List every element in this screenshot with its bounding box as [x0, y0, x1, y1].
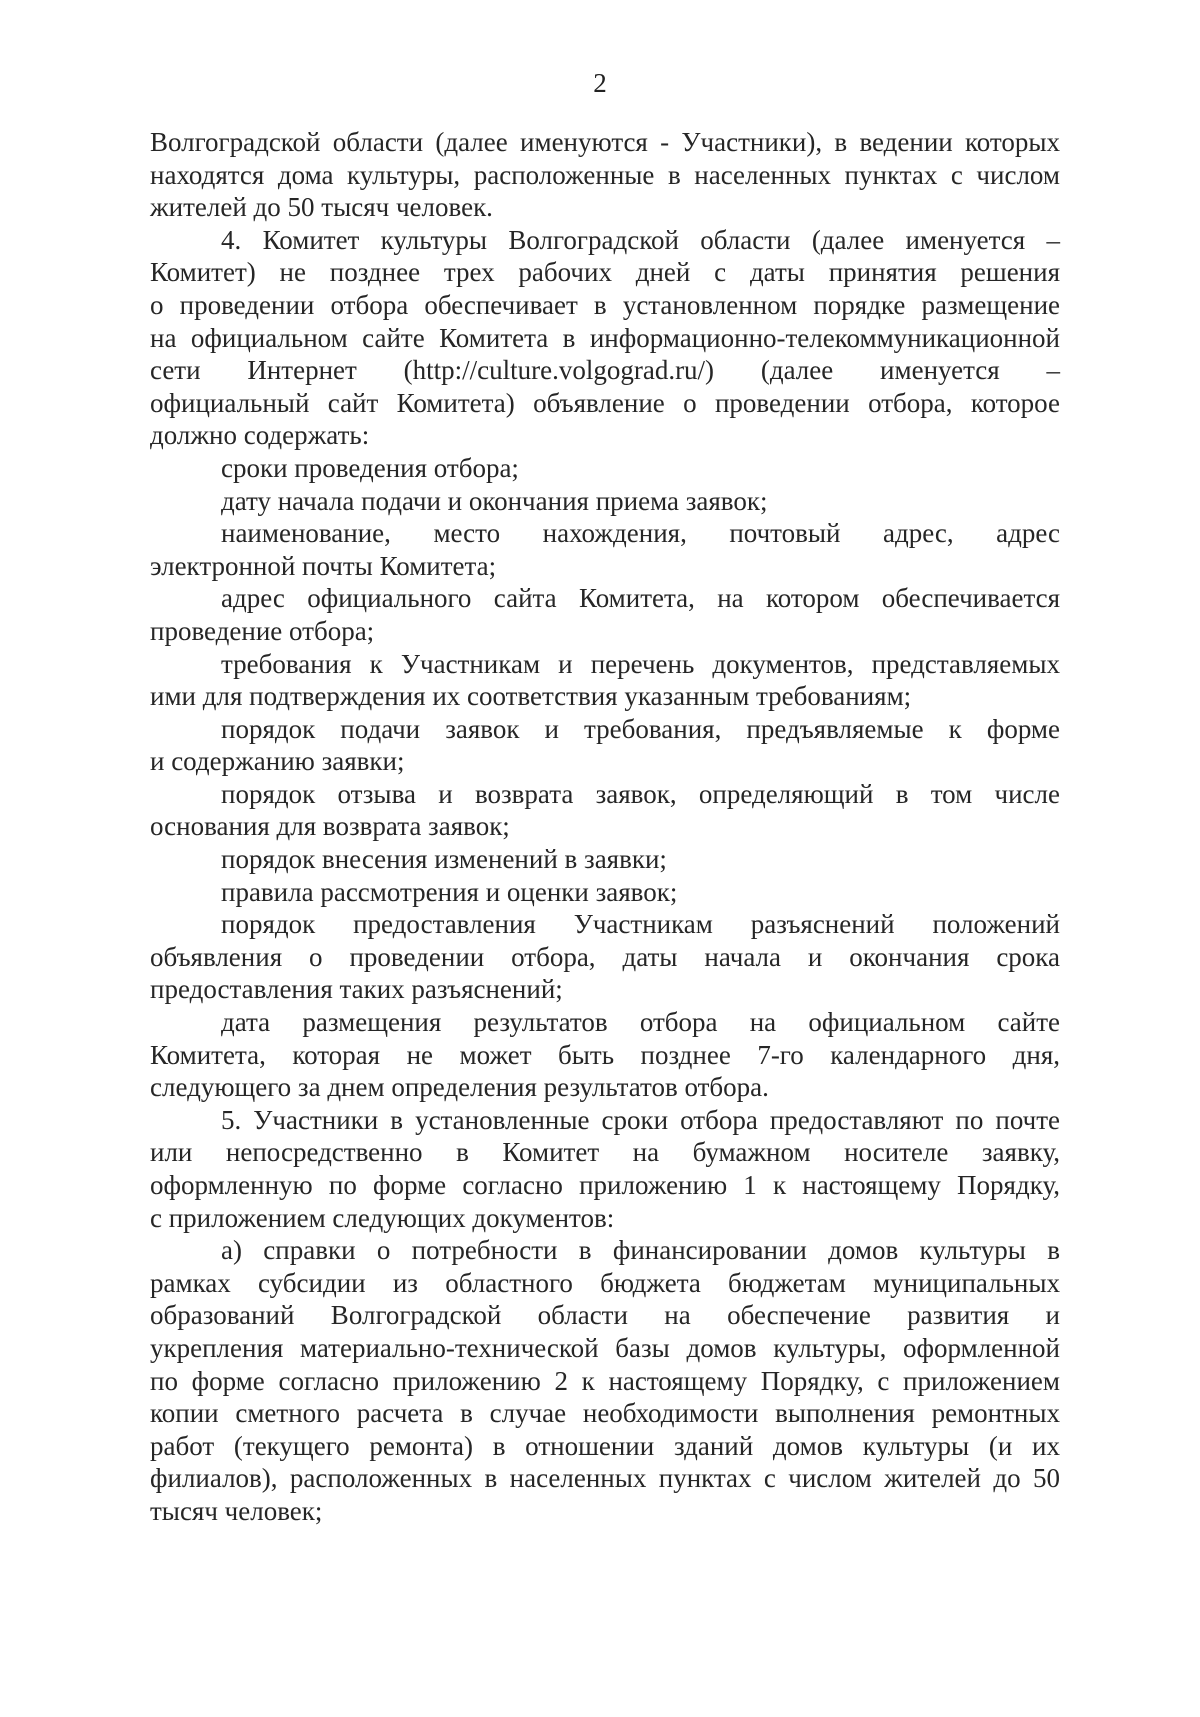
- text-line: следующего за днем определения результатов отбора.: [150, 1072, 769, 1103]
- text-line: тысяч человек;: [150, 1495, 323, 1526]
- text-line: с приложением следующих документов:: [150, 1202, 615, 1233]
- text-line: дата размещения результатов отбора на официальном сайте: [221, 1007, 1060, 1038]
- text-line: порядок предоставления Участникам разъяснений положений: [221, 909, 1060, 940]
- text-line: образований Волгоградской области на обеспечение развития и: [150, 1300, 1060, 1331]
- document-body: [150, 126, 1060, 1528]
- text-line: находятся дома культуры, расположенные в населенных пунктах с числом: [150, 159, 1060, 190]
- text-line: правила рассмотрения и оценки заявок;: [221, 876, 678, 907]
- text-line: основания для возврата заявок;: [150, 811, 510, 842]
- text-line: Комитет) не позднее трех рабочих дней с даты принятия решения: [150, 257, 1060, 288]
- text-line: 5. Участники в установленные сроки отбора предоставляют по почте: [221, 1104, 1060, 1135]
- text-line: или непосредственно в Комитет на бумажном носителе заявку,: [150, 1137, 1060, 1168]
- text-line: требования к Участникам и перечень документов, представляемых: [221, 648, 1060, 679]
- text-line: предоставления таких разъяснений;: [150, 974, 563, 1005]
- text-line: порядок внесения изменений в заявки;: [221, 844, 667, 875]
- text-line: сети Интернет (http://culture.volgograd.ru/) (далее именуется –: [150, 355, 1060, 386]
- text-line: порядок отзыва и возврата заявок, определяющий в том числе: [221, 778, 1060, 809]
- page-number: 2: [593, 68, 607, 98]
- text-line: копии сметного расчета в случае необходимости выполнения ремонтных: [150, 1398, 1060, 1429]
- text-line: рамках субсидии из областного бюджета бюджетам муниципальных: [150, 1267, 1060, 1298]
- text-line: дату начала подачи и окончания приема заявок;: [221, 485, 768, 516]
- text-line: о проведении отбора обеспечивает в установленном порядке размещение: [150, 289, 1060, 320]
- text-line: должно содержать:: [150, 420, 370, 451]
- text-line: наименование, место нахождения, почтовый адрес, адрес: [221, 518, 1060, 549]
- text-line: работ (текущего ремонта) в отношении зданий домов культуры (и их: [150, 1430, 1060, 1461]
- text-line: по форме согласно приложению 2 к настоящему Порядку, с приложением: [150, 1365, 1060, 1396]
- text-line: Волгоградской области (далее именуются - Участники), в ведении которых: [150, 127, 1060, 157]
- text-line: Комитета, которая не может быть позднее 7-го календарного дня,: [150, 1039, 1060, 1070]
- text-line: официальный сайт Комитета) объявление о проведении отбора, которое: [150, 387, 1060, 418]
- text-line: 4. Комитет культуры Волгоградской области (далее именуется –: [221, 224, 1060, 255]
- text-line: оформленную по форме согласно приложению 1 к настоящему Порядку,: [150, 1170, 1060, 1200]
- text-line: электронной почты Комитета;: [150, 550, 497, 581]
- text-line: и содержанию заявки;: [150, 746, 405, 777]
- text-line: объявления о проведении отбора, даты начала и окончания срока: [150, 941, 1060, 972]
- text-line: жителей до 50 тысяч человек.: [150, 192, 493, 223]
- text-line: укрепления материально-технической базы домов культуры, оформленной: [150, 1332, 1060, 1363]
- text-line: филиалов), расположенных в населенных пунктах с числом жителей до 50: [150, 1463, 1060, 1494]
- text-line: на официальном сайте Комитета в информационно-телекоммуникационной: [150, 322, 1060, 353]
- text-line: адрес официального сайта Комитета, на котором обеспечивается: [221, 583, 1060, 614]
- text-line: сроки проведения отбора;: [221, 452, 519, 483]
- text-line: а) справки о потребности в финансировании домов культуры в: [221, 1235, 1060, 1266]
- text-line: проведение отбора;: [150, 615, 375, 646]
- text-line: ими для подтверждения их соответствия указанным требованиям;: [150, 681, 912, 712]
- text-line: порядок подачи заявок и требования, предъявляемые к форме: [221, 713, 1060, 744]
